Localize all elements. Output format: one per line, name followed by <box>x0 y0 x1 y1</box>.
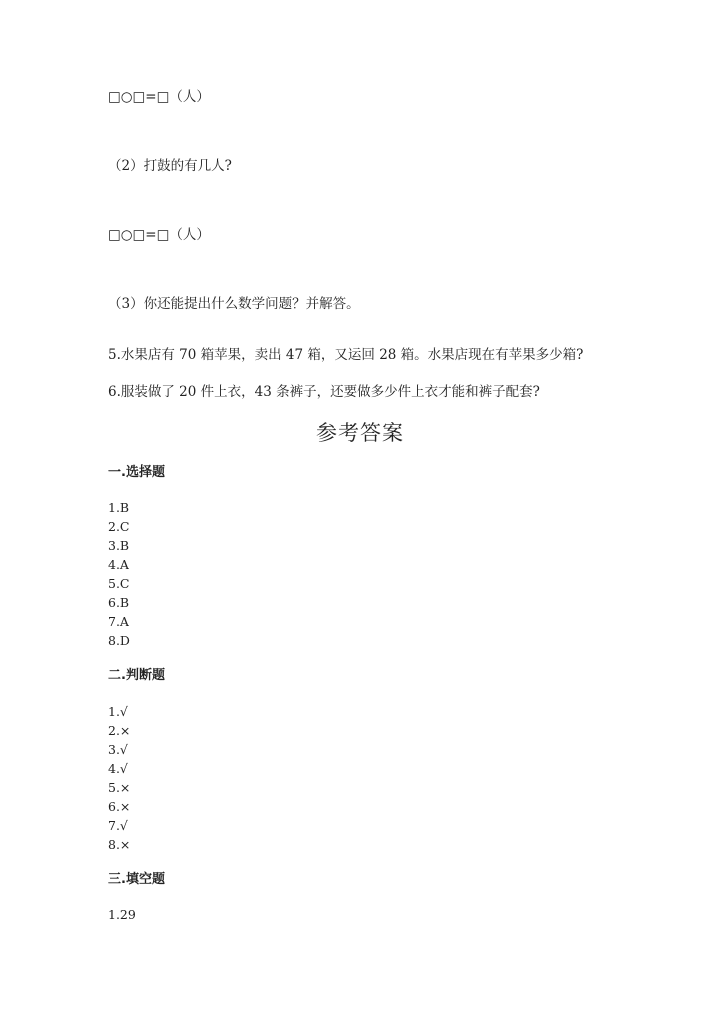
answer-item: 3.√ <box>108 742 128 757</box>
answer-key-title: 参考答案 <box>316 421 404 445</box>
answer-item: 6.B <box>108 595 130 610</box>
answer-item: 8.D <box>108 633 130 648</box>
answer-item: 4.A <box>108 557 129 572</box>
answer-item: 5.C <box>108 576 130 591</box>
q4-part2-question: （2）打鼓的有几人? <box>108 158 232 174</box>
answer-item: 2.× <box>108 723 131 738</box>
answer-item: 7.√ <box>108 818 128 833</box>
q4-part1-formula: □○□=□（人） <box>108 89 210 105</box>
answer-item: 1.B <box>108 500 130 515</box>
section-heading-choice: 一.选择题 <box>108 465 165 480</box>
answer-item: 4.√ <box>108 761 128 776</box>
q4-part2-formula: □○□=□（人） <box>108 227 210 243</box>
answer-item: 7.A <box>108 614 129 629</box>
answer-item: 5.× <box>108 780 131 795</box>
answer-item: 8.× <box>108 837 131 852</box>
answer-item: 1.29 <box>108 907 136 922</box>
section-heading-judgment: 二.判断题 <box>108 668 165 683</box>
answer-item: 3.B <box>108 538 130 553</box>
question-5: 5.水果店有 70 箱苹果，卖出 47 箱，又运回 28 箱。水果店现在有苹果多少箱? <box>108 347 584 363</box>
answer-item: 1.√ <box>108 704 128 719</box>
answer-item: 6.× <box>108 799 131 814</box>
section-heading-fill-blank: 三.填空题 <box>108 872 165 887</box>
question-6: 6.服装做了 20 件上衣，43 条裤子，还要做多少件上衣才能和裤子配套? <box>108 384 540 400</box>
answer-item: 2.C <box>108 519 130 534</box>
q4-part3-question: （3）你还能提出什么数学问题？并解答。 <box>108 296 360 312</box>
